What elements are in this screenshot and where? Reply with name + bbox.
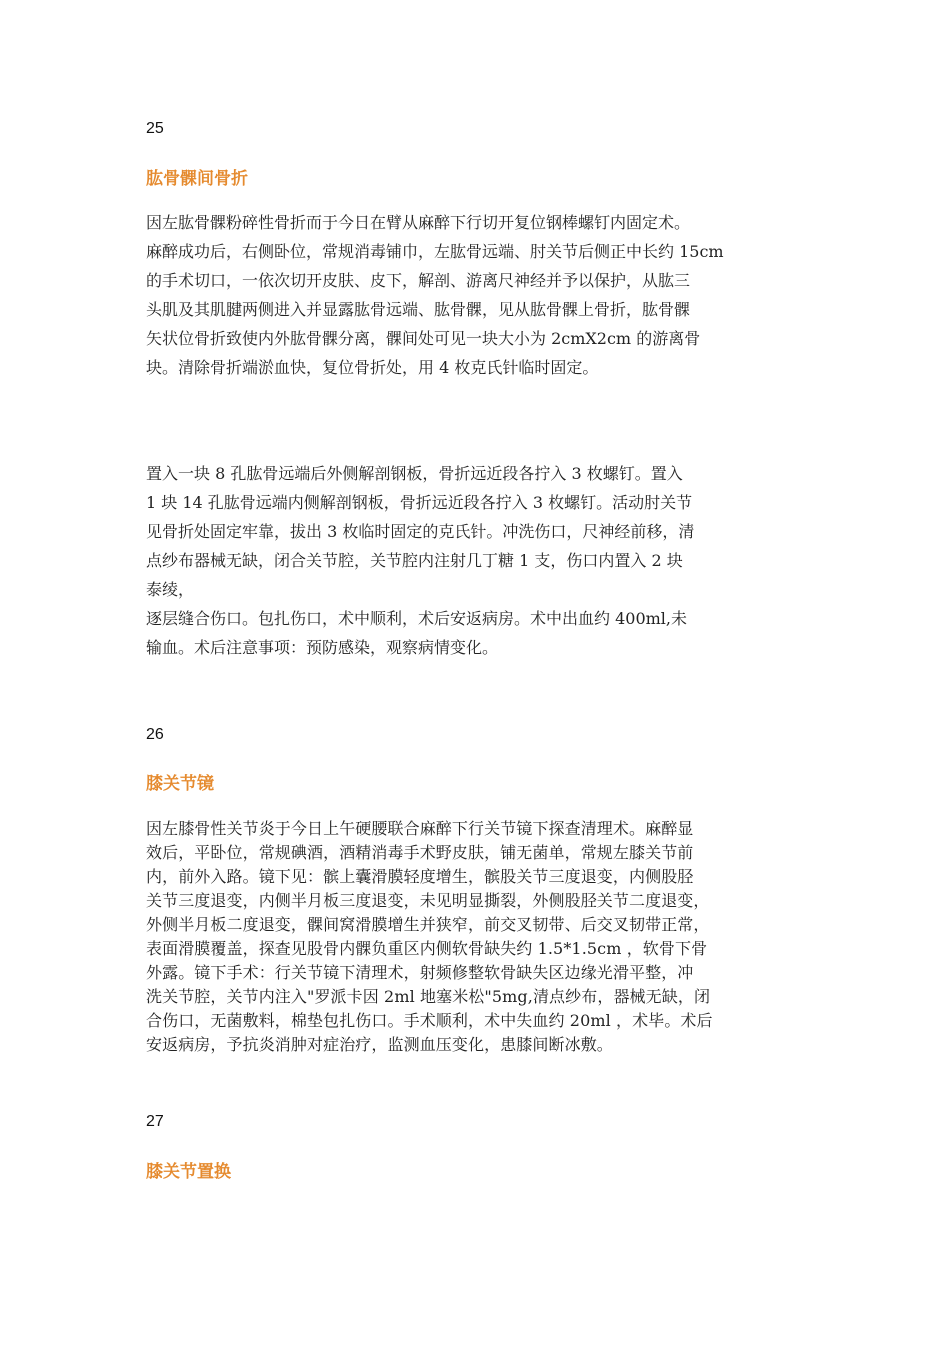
text-line: 点纱布器械无缺，闭合关节腔，关节腔内注射几丁糖 1 支，伤口内置入 2 块 xyxy=(146,551,683,570)
text-line: 的手术切口，一依次切开皮肤、皮下，解剖、游离尺神经并予以保护，从肱三 xyxy=(146,271,691,290)
paragraph xyxy=(146,208,816,382)
text-line: 效后，平卧位，常规碘酒，酒精消毒手术野皮肤，铺无菌单，常规左膝关节前 xyxy=(146,843,694,862)
text-line: 见骨折处固定牢靠，拔出 3 枚临时固定的克氏针。冲洗伤口，尺神经前移，清 xyxy=(146,522,695,541)
section-number: 25 xyxy=(146,120,164,137)
text-line: 洗关节腔，关节内注入"罗派卡因 2ml 地塞米松"5mg,清点纱布，器械无缺，闭 xyxy=(146,987,711,1006)
section-title: 膝关节置换 xyxy=(146,1162,231,1182)
section-title: 膝关节镜 xyxy=(146,774,214,794)
section-title: 肱骨髁间骨折 xyxy=(146,169,248,189)
text-line: 输血。术后注意事项：预防感染，观察病情变化。 xyxy=(146,638,499,657)
text-line: 矢状位骨折致使内外肱骨髁分离，髁间处可见一块大小为 2cmX2cm 的游离骨 xyxy=(146,329,701,348)
text-line: 安返病房，予抗炎消肿对症治疗，监测血压变化，患膝间断冰敷。 xyxy=(146,1035,613,1054)
text-line: 表面滑膜覆盖，探查见股骨内髁负重区内侧软骨缺失约 1.5*1.5cm ，软骨下骨 xyxy=(146,939,708,958)
text-line: 关节三度退变，内侧半月板三度退变，未见明显撕裂，外侧股胫关节二度退变， xyxy=(146,891,710,910)
text-line: 内，前外入路。镜下见：髌上囊滑膜轻度增生，髌股关节三度退变，内侧股胫 xyxy=(146,867,694,886)
paragraph xyxy=(146,817,816,1057)
text-line: 1 块 14 孔肱骨远端内侧解剖钢板，骨折远近段各拧入 3 枚螺钉。活动肘关节 xyxy=(146,493,693,512)
text-line: 外侧半月板二度退变，髁间窝滑膜增生并狭窄，前交叉韧带、后交叉韧带正常， xyxy=(146,915,710,934)
text-line: 因左肱骨髁粉碎性骨折而于今日在臂从麻醉下行切开复位钢棒螺钉内固定术。 xyxy=(146,213,691,232)
text-line: 泰绫， xyxy=(146,580,195,599)
section-number: 27 xyxy=(146,1113,164,1130)
text-line: 头肌及其肌腱两侧进入并显露肱骨远端、肱骨髁，见从肱骨髁上骨折，肱骨髁 xyxy=(146,300,691,319)
section-number: 26 xyxy=(146,726,164,743)
text-line: 麻醉成功后，右侧卧位，常规消毒铺巾，左肱骨远端、肘关节后侧正中长约 15cm xyxy=(146,242,724,261)
text-line: 合伤口，无菌敷料，棉垫包扎伤口。手术顺利，术中失血约 20ml ，术毕。术后 xyxy=(146,1011,713,1030)
paragraph xyxy=(146,459,816,662)
text-line: 逐层缝合伤口。包扎伤口，术中顺利，术后安返病房。术中出血约 400ml,未 xyxy=(146,609,688,628)
text-line: 块。清除骨折端淤血快，复位骨折处，用 4 枚克氏针临时固定。 xyxy=(146,358,599,377)
text-line: 置入一块 8 孔肱骨远端后外侧解剖钢板，骨折远近段各拧入 3 枚螺钉。置入 xyxy=(146,464,683,483)
text-line: 因左膝骨性关节炎于今日上午硬腰联合麻醉下行关节镜下探查清理术。麻醉显 xyxy=(146,819,694,838)
text-line: 外露。镜下手术：行关节镜下清理术，射频修整软骨缺失区边缘光滑平整，冲 xyxy=(146,963,694,982)
